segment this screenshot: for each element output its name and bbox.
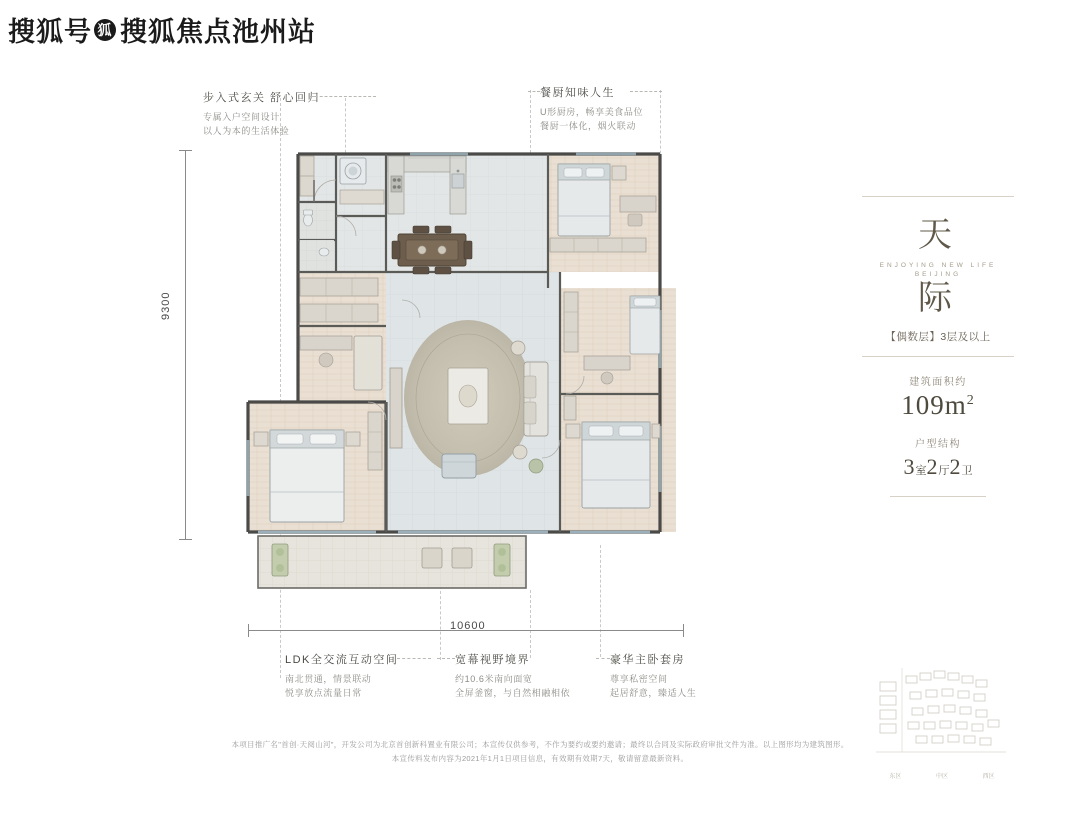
callout-kitchen-leader xyxy=(528,91,540,92)
unit-name-en2: BEIJING xyxy=(914,270,962,278)
callout-view-leader xyxy=(437,658,455,659)
callout-view-line1: 约10.6米南向面宽 xyxy=(455,674,533,685)
callout-entry-line2: 以人为本的生活体验 xyxy=(203,125,290,136)
callout-entry-line1: 专属入户空间设计 xyxy=(203,112,280,123)
unit-name-en: ENJOYING NEW LIFE xyxy=(879,261,997,269)
callout-master xyxy=(610,652,696,701)
type-value xyxy=(862,454,1014,480)
dimension-horizontal-label: 10600 xyxy=(450,620,486,632)
unit-name-char2: 际 xyxy=(918,279,958,317)
callout-ldk-title: LDK全交流互动空间 xyxy=(285,654,399,666)
floorplan-drawing xyxy=(236,140,706,605)
callout-master-line1: 尊享私密空间 xyxy=(610,674,668,685)
footer-line-1: 本项目推广名"首创·天阅山河"，开发公司为北京首创新科置业有限公司；本宣传仅供参考，不作为要约或要约邀请；最终以合同及实际政府审批文件为准。以上图形均为建筑图形。 xyxy=(231,740,849,749)
dimension-vertical-line xyxy=(185,150,186,540)
callout-kitchen-line2: 餐厨一体化，烟火联动 xyxy=(540,120,637,131)
callout-kitchen-leader2 xyxy=(630,91,662,92)
area-value xyxy=(862,390,1014,421)
panel-divider-mid xyxy=(862,356,1014,357)
type-baths: 2 xyxy=(949,453,962,479)
type-label: 户型结构 xyxy=(915,438,961,450)
area-unit-sup: 2 xyxy=(966,392,975,408)
callout-master-leader xyxy=(596,658,610,659)
type-rooms: 3 xyxy=(903,453,916,479)
callout-entry-title: 步入式玄关 舒心回归 xyxy=(203,92,321,104)
floor-note: 【偶数层】3层及以上 xyxy=(885,330,991,343)
callout-kitchen-line1: U形厨房，畅享美食品位 xyxy=(540,107,644,118)
sitemap-label-center: 中区 xyxy=(935,774,948,780)
type-halls-unit: 厅 xyxy=(938,464,950,477)
area-label: 建筑面积约 xyxy=(909,376,967,388)
sitemap-label-east: 东区 xyxy=(889,774,902,780)
type-rooms-unit: 室 xyxy=(915,464,927,477)
callout-entry-leader xyxy=(310,96,376,97)
footer-disclaimer xyxy=(0,738,1080,767)
callout-kitchen xyxy=(540,85,643,134)
watermark-text: 搜狐焦点池州站 xyxy=(120,17,316,47)
callout-entry xyxy=(203,90,320,139)
area-number: 109m xyxy=(901,389,967,420)
callout-ldk-line1: 南北贯通，情景联动 xyxy=(285,674,372,685)
sohu-logo-icon: 狐 xyxy=(94,19,116,41)
footer-line-2: 本宣传料发布内容为2021年1月1日项目信息，有效期有效期7天，敬请留意最新资料。 xyxy=(391,754,689,764)
panel-divider-bottom xyxy=(890,496,986,497)
unit-name-char1: 天 xyxy=(918,217,958,254)
watermark-prefix: 搜狐号 xyxy=(8,17,92,47)
callout-ldk-leader xyxy=(397,658,431,659)
callout-ldk-line2: 悦享放点流量日常 xyxy=(285,687,362,698)
callout-view-line2: 全屏釜窗，与自然相融相依 xyxy=(455,687,571,698)
dimension-vertical-label: 9300 xyxy=(160,291,172,320)
callout-master-line2: 起居舒意，臻适人生 xyxy=(610,687,697,698)
unit-info-panel xyxy=(862,196,1014,497)
callout-master-title: 豪华主卧套房 xyxy=(610,654,685,666)
type-halls: 2 xyxy=(926,453,939,479)
sitemap-label-west: 西区 xyxy=(982,774,995,780)
callout-ldk xyxy=(285,652,398,701)
callout-view xyxy=(455,652,570,701)
panel-divider-top xyxy=(862,196,1014,197)
callout-view-title: 宽幕视野境界 xyxy=(455,654,530,666)
type-baths-unit: 卫 xyxy=(961,464,973,477)
callout-kitchen-title: 餐厨知味人生 xyxy=(540,87,615,99)
